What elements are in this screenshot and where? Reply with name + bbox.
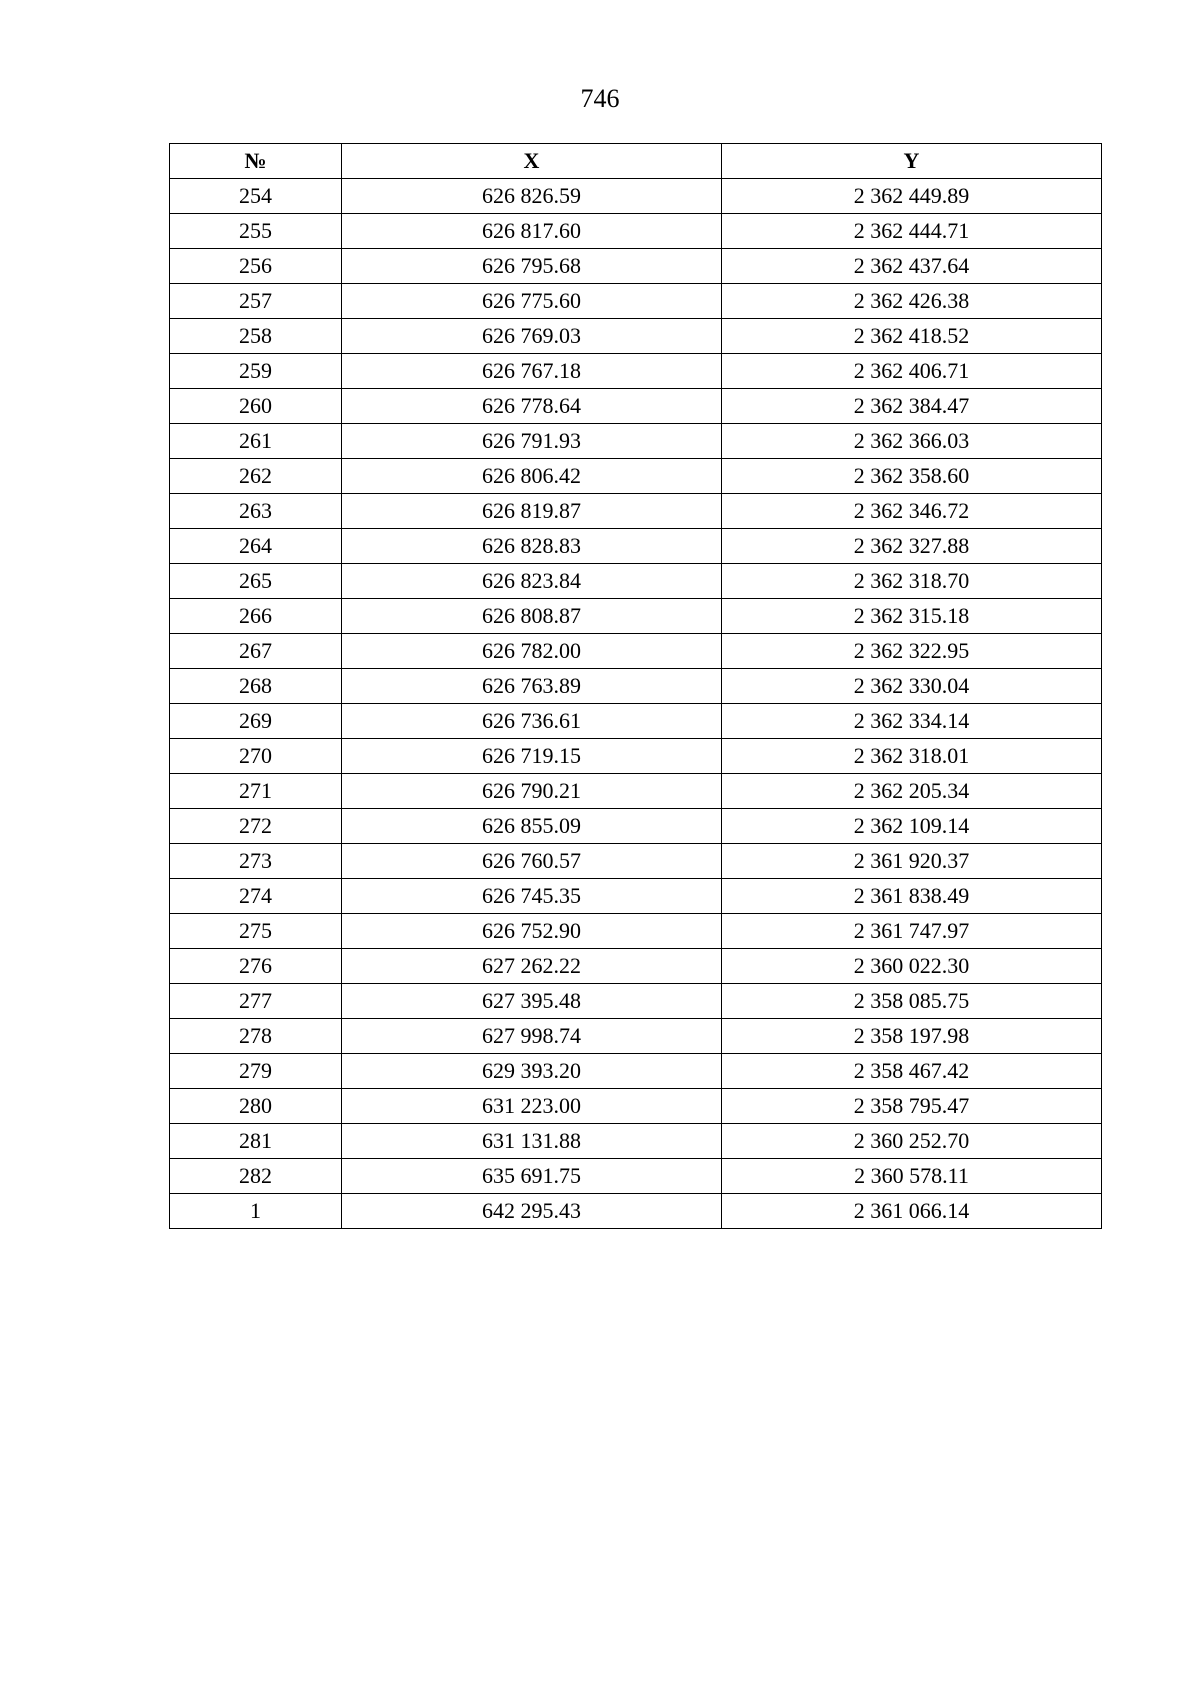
point-number-cell: 261 (170, 424, 342, 459)
x-coordinate-cell: 626 828.83 (342, 529, 722, 564)
point-number-cell: 268 (170, 669, 342, 704)
y-coordinate-cell: 2 358 085.75 (722, 984, 1102, 1019)
table-row (170, 774, 1102, 809)
y-coordinate-cell: 2 361 066.14 (722, 1194, 1102, 1229)
table-row (170, 1194, 1102, 1229)
x-coordinate-cell: 627 998.74 (342, 1019, 722, 1054)
y-coordinate-cell: 2 362 449.89 (722, 179, 1102, 214)
y-coordinate-cell: 2 362 444.71 (722, 214, 1102, 249)
point-number-cell: 279 (170, 1054, 342, 1089)
x-coordinate-cell: 626 719.15 (342, 739, 722, 774)
y-coordinate-cell: 2 358 197.98 (722, 1019, 1102, 1054)
x-coordinate-cell: 629 393.20 (342, 1054, 722, 1089)
x-coordinate-cell: 635 691.75 (342, 1159, 722, 1194)
point-number-cell: 271 (170, 774, 342, 809)
x-coordinate-cell: 627 395.48 (342, 984, 722, 1019)
header-x: X (342, 144, 722, 179)
y-coordinate-cell: 2 362 318.01 (722, 739, 1102, 774)
table-row (170, 214, 1102, 249)
table-body (170, 179, 1102, 1229)
table-row (170, 529, 1102, 564)
x-coordinate-cell: 626 760.57 (342, 844, 722, 879)
x-coordinate-cell: 626 790.21 (342, 774, 722, 809)
point-number-cell: 276 (170, 949, 342, 984)
table-row (170, 494, 1102, 529)
y-coordinate-cell: 2 358 795.47 (722, 1089, 1102, 1124)
table-header-row (170, 144, 1102, 179)
table-row (170, 354, 1102, 389)
table-row (170, 179, 1102, 214)
x-coordinate-cell: 631 131.88 (342, 1124, 722, 1159)
point-number-cell: 254 (170, 179, 342, 214)
y-coordinate-cell: 2 362 437.64 (722, 249, 1102, 284)
point-number-cell: 266 (170, 599, 342, 634)
point-number-cell: 264 (170, 529, 342, 564)
y-coordinate-cell: 2 358 467.42 (722, 1054, 1102, 1089)
y-coordinate-cell: 2 362 205.34 (722, 774, 1102, 809)
x-coordinate-cell: 626 795.68 (342, 249, 722, 284)
table-row (170, 879, 1102, 914)
header-number: № (170, 144, 342, 179)
header-y: Y (722, 144, 1102, 179)
table-row (170, 459, 1102, 494)
x-coordinate-cell: 626 819.87 (342, 494, 722, 529)
y-coordinate-cell: 2 361 747.97 (722, 914, 1102, 949)
x-coordinate-cell: 626 817.60 (342, 214, 722, 249)
table-row (170, 1019, 1102, 1054)
point-number-cell: 270 (170, 739, 342, 774)
x-coordinate-cell: 631 223.00 (342, 1089, 722, 1124)
coordinates-table (169, 143, 1102, 1229)
x-coordinate-cell: 626 745.35 (342, 879, 722, 914)
table-row (170, 389, 1102, 424)
table-row (170, 739, 1102, 774)
point-number-cell: 281 (170, 1124, 342, 1159)
x-coordinate-cell: 626 769.03 (342, 319, 722, 354)
y-coordinate-cell: 2 360 022.30 (722, 949, 1102, 984)
point-number-cell: 278 (170, 1019, 342, 1054)
x-coordinate-cell: 642 295.43 (342, 1194, 722, 1229)
y-coordinate-cell: 2 362 426.38 (722, 284, 1102, 319)
table-row (170, 809, 1102, 844)
x-coordinate-cell: 626 736.61 (342, 704, 722, 739)
x-coordinate-cell: 626 808.87 (342, 599, 722, 634)
table-row (170, 704, 1102, 739)
table-row (170, 844, 1102, 879)
point-number-cell: 269 (170, 704, 342, 739)
y-coordinate-cell: 2 362 318.70 (722, 564, 1102, 599)
x-coordinate-cell: 626 823.84 (342, 564, 722, 599)
y-coordinate-cell: 2 360 252.70 (722, 1124, 1102, 1159)
x-coordinate-cell: 626 855.09 (342, 809, 722, 844)
x-coordinate-cell: 626 806.42 (342, 459, 722, 494)
y-coordinate-cell: 2 362 327.88 (722, 529, 1102, 564)
y-coordinate-cell: 2 360 578.11 (722, 1159, 1102, 1194)
x-coordinate-cell: 626 763.89 (342, 669, 722, 704)
point-number-cell: 1 (170, 1194, 342, 1229)
y-coordinate-cell: 2 361 920.37 (722, 844, 1102, 879)
y-coordinate-cell: 2 362 315.18 (722, 599, 1102, 634)
point-number-cell: 260 (170, 389, 342, 424)
y-coordinate-cell: 2 362 358.60 (722, 459, 1102, 494)
point-number-cell: 272 (170, 809, 342, 844)
table-row (170, 599, 1102, 634)
table-row (170, 564, 1102, 599)
y-coordinate-cell: 2 361 838.49 (722, 879, 1102, 914)
y-coordinate-cell: 2 362 384.47 (722, 389, 1102, 424)
x-coordinate-cell: 627 262.22 (342, 949, 722, 984)
point-number-cell: 255 (170, 214, 342, 249)
table-row (170, 914, 1102, 949)
point-number-cell: 275 (170, 914, 342, 949)
table-row (170, 319, 1102, 354)
y-coordinate-cell: 2 362 330.04 (722, 669, 1102, 704)
point-number-cell: 257 (170, 284, 342, 319)
point-number-cell: 256 (170, 249, 342, 284)
page-number: 746 (580, 84, 620, 113)
x-coordinate-cell: 626 752.90 (342, 914, 722, 949)
point-number-cell: 265 (170, 564, 342, 599)
table-row (170, 634, 1102, 669)
y-coordinate-cell: 2 362 418.52 (722, 319, 1102, 354)
y-coordinate-cell: 2 362 346.72 (722, 494, 1102, 529)
point-number-cell: 274 (170, 879, 342, 914)
table-row (170, 1089, 1102, 1124)
table-row (170, 1159, 1102, 1194)
x-coordinate-cell: 626 778.64 (342, 389, 722, 424)
x-coordinate-cell: 626 826.59 (342, 179, 722, 214)
x-coordinate-cell: 626 767.18 (342, 354, 722, 389)
y-coordinate-cell: 2 362 366.03 (722, 424, 1102, 459)
point-number-cell: 262 (170, 459, 342, 494)
table-row (170, 1054, 1102, 1089)
point-number-cell: 263 (170, 494, 342, 529)
table-row (170, 984, 1102, 1019)
point-number-cell: 277 (170, 984, 342, 1019)
point-number-cell: 258 (170, 319, 342, 354)
point-number-cell: 273 (170, 844, 342, 879)
x-coordinate-cell: 626 791.93 (342, 424, 722, 459)
y-coordinate-cell: 2 362 406.71 (722, 354, 1102, 389)
table-row (170, 1124, 1102, 1159)
table-row (170, 949, 1102, 984)
point-number-cell: 267 (170, 634, 342, 669)
table-row (170, 424, 1102, 459)
y-coordinate-cell: 2 362 334.14 (722, 704, 1102, 739)
y-coordinate-cell: 2 362 322.95 (722, 634, 1102, 669)
x-coordinate-cell: 626 775.60 (342, 284, 722, 319)
table-row (170, 669, 1102, 704)
point-number-cell: 259 (170, 354, 342, 389)
point-number-cell: 280 (170, 1089, 342, 1124)
table-row (170, 249, 1102, 284)
table-row (170, 284, 1102, 319)
y-coordinate-cell: 2 362 109.14 (722, 809, 1102, 844)
x-coordinate-cell: 626 782.00 (342, 634, 722, 669)
point-number-cell: 282 (170, 1159, 342, 1194)
